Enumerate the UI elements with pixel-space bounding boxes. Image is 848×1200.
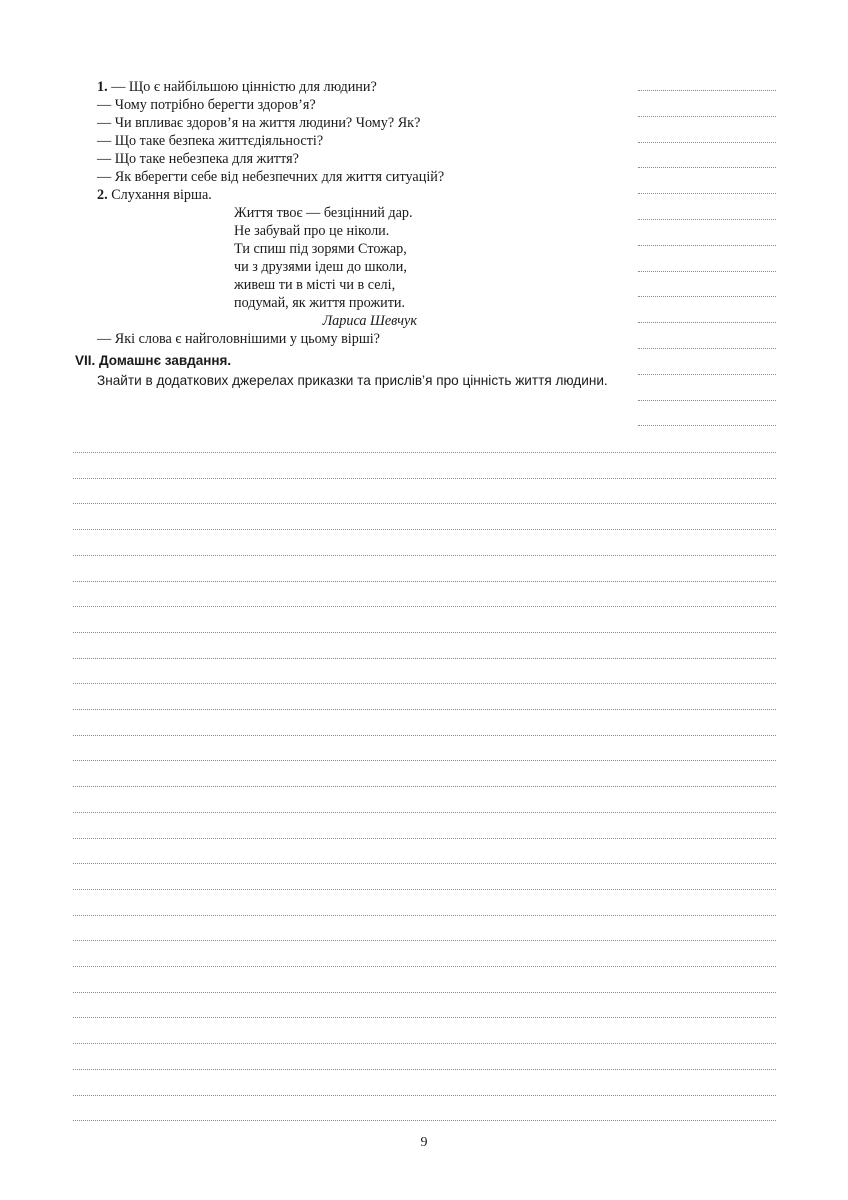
dotted-writing-line	[73, 966, 776, 967]
dotted-writing-line	[73, 1043, 776, 1044]
poem-line: живеш ти в місті чи в селі,	[234, 277, 396, 293]
lesson-content	[75, 78, 617, 390]
question-text: — Що є найбільшою цінністю для людини?	[107, 79, 377, 95]
dotted-writing-line	[73, 760, 776, 761]
margin-dotted-line	[638, 245, 776, 246]
margin-dotted-line	[638, 374, 776, 375]
question-1	[97, 78, 617, 96]
dotted-writing-line	[73, 863, 776, 864]
question-3: — Чи впливає здоров’я на життя людини? Чому? Як?	[97, 115, 421, 131]
dotted-writing-line	[73, 503, 776, 504]
dotted-writing-line	[73, 786, 776, 787]
margin-dotted-line	[638, 296, 776, 297]
margin-dotted-line	[638, 193, 776, 194]
question-6: — Як вберегти себе від небезпечних для життя ситуацій?	[97, 169, 445, 185]
poem	[234, 204, 617, 330]
dotted-writing-line	[73, 838, 776, 839]
poem-author: Лариса Шевчук	[322, 313, 417, 329]
margin-dotted-line	[638, 219, 776, 220]
dotted-writing-line	[73, 529, 776, 530]
dotted-writing-line	[73, 812, 776, 813]
dotted-writing-line	[73, 478, 776, 479]
dotted-writing-line	[73, 606, 776, 607]
task-number: 2.	[97, 187, 108, 203]
margin-dotted-line	[638, 271, 776, 272]
margin-dotted-line	[638, 142, 776, 143]
dotted-writing-line	[73, 709, 776, 710]
dotted-writing-line	[73, 915, 776, 916]
margin-dotted-line	[638, 400, 776, 401]
dotted-writing-line	[73, 683, 776, 684]
margin-dotted-line	[638, 322, 776, 323]
listening-task	[97, 186, 617, 204]
dotted-writing-line	[73, 889, 776, 890]
question-5: — Що таке небезпека для життя?	[97, 151, 299, 167]
dotted-writing-line	[73, 1120, 776, 1121]
dotted-writing-line	[73, 658, 776, 659]
dotted-writing-line	[73, 940, 776, 941]
dotted-writing-line	[73, 452, 776, 453]
poem-line: Життя твоє — безцінний дар.	[234, 205, 413, 221]
dotted-writing-line	[73, 555, 776, 556]
homework-text: Знайти в додаткових джерелах приказки та прислів’я про цінність життя людини.	[97, 373, 608, 388]
margin-dotted-line	[638, 425, 776, 426]
margin-dotted-line	[638, 167, 776, 168]
margin-dotted-line	[638, 116, 776, 117]
dotted-writing-line	[73, 1069, 776, 1070]
question-4: — Що таке безпека життєдіяльності?	[97, 133, 324, 149]
page-number: 9	[420, 1135, 428, 1150]
homework-title: VII. Домашнє завдання.	[75, 353, 232, 368]
dotted-writing-line	[73, 632, 776, 633]
question-2: — Чому потрібно берегти здоров’я?	[97, 97, 316, 113]
dotted-writing-line	[73, 992, 776, 993]
poem-line: чи з друзями ідеш до школи,	[234, 259, 407, 275]
margin-dotted-line	[638, 348, 776, 349]
question-number: 1.	[97, 79, 108, 95]
poem-line: подумай, як життя прожити.	[234, 295, 406, 311]
poem-line: Ти спиш під зорями Стожар,	[234, 241, 407, 257]
margin-dotted-line	[638, 90, 776, 91]
task-text: Слухання вірша.	[107, 187, 212, 203]
dotted-writing-line	[73, 1017, 776, 1018]
poem-question: — Які слова є найголовнішими у цьому вірші?	[97, 331, 380, 347]
dotted-writing-line	[73, 581, 776, 582]
dotted-writing-line	[73, 735, 776, 736]
dotted-writing-line	[73, 1095, 776, 1096]
poem-line: Не забувай про це ніколи.	[234, 223, 390, 239]
